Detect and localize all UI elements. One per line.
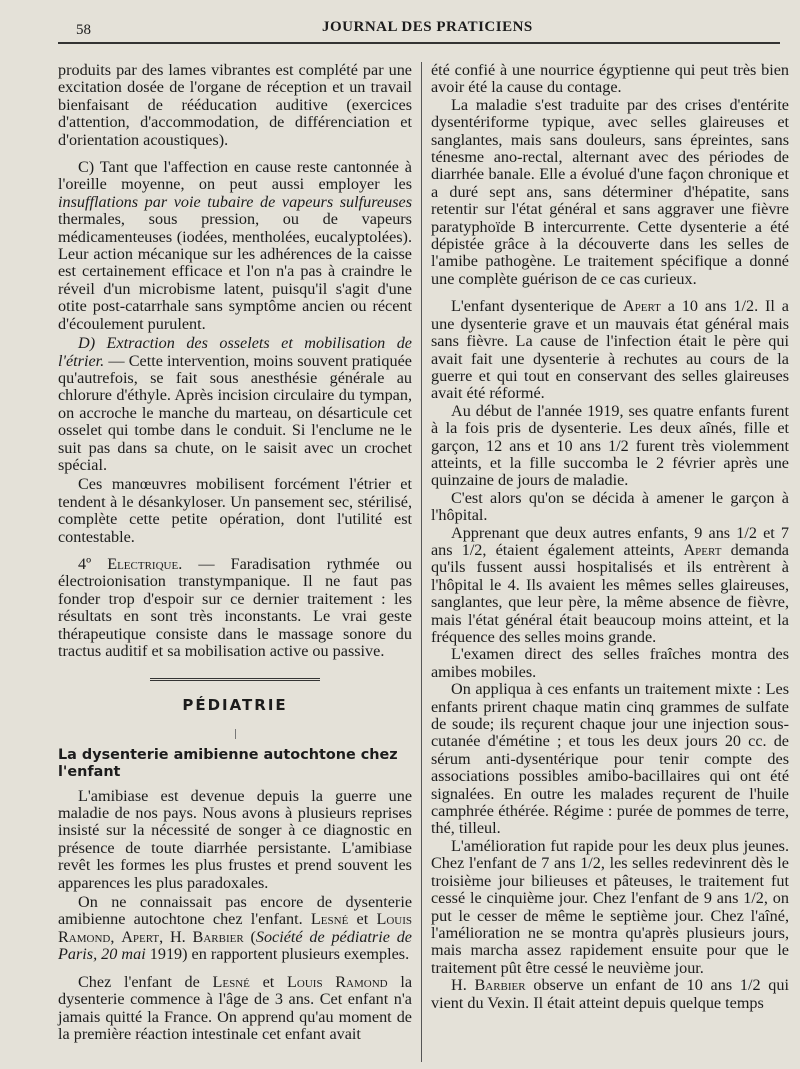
paragraph	[58, 894, 412, 964]
right-column	[431, 62, 789, 1012]
paragraph: L'amibiase est devenue depuis la guerre une maladie de nos pays. Nous avons à plusieurs reprises insisté sur la nécessité de songer à ce diagnostic en présence de toute diarrhée persistante. L'amibiase revêt les formes les plus frustes et prend souvent les apparences les plus paradoxales.	[58, 786, 412, 892]
section-divider-tick	[235, 729, 236, 739]
page-header	[0, 0, 800, 46]
text-run: demanda qu'ils fussent aussi hospitalisés et ils entrèrent à l'hôpital le 4. Ils avaient les mêmes selles glaireuses, sanglantes, que leur père, la même absence de fièvre, mais l'état général était beaucoup moins atteint, et la fréquence des selles moins grande.	[431, 540, 789, 646]
text-run: ,	[110, 927, 122, 946]
text-run: thermales, sous pression, ou de vapeurs médicamenteuses (iodées, mentholées, eucalyptolées). Leur action mécanique sur les adhérences de la caisse est certainement efficace et l'on n'a pas à craindre le réveil d'un microbisme latent, puisqu'il s'agit d'une otite post-catarrhale sans symptôme ancien ou récent d'écoulement purulent.	[58, 210, 412, 333]
column-divider	[421, 62, 422, 1062]
paragraph	[58, 335, 412, 474]
paragraph: La maladie s'est traduite par des crises d'entérite dysentériforme typique, avec selles glaireuses et sanglantes, mais sans douleurs, sans épreintes, sans ténesme ano-rectal, alternant avec des périodes de diarrhée banale. Elle a évolué d'une façon chronique et a duré sept ans, sans déterminer d'hépatite, sans retentir sur l'état général et sans aggraver une fièvre paratyphoïde B intercurrente. Cette dysenterie a été dépistée grâce à la découverte dans les selles de l'amibe pathogène. Le traitement spécifique a donné une complète guérison de ce cas curieux.	[431, 95, 789, 288]
text-run: , H.	[159, 927, 193, 946]
author-name: Louis Ramond	[287, 972, 388, 991]
text-run: 4º	[78, 554, 108, 573]
paragraph	[431, 525, 789, 647]
text-run: 1919) en rapportent plusieurs exemples.	[145, 945, 410, 964]
author-name: Apert	[683, 540, 722, 559]
italic-text: insufflations par voie tubaire de vapeurs sulfureuses	[58, 192, 412, 211]
journal-title: JOURNAL DES PRATICIENS	[322, 19, 533, 35]
text-run: (	[243, 927, 256, 946]
text-run: C) Tant que l'affection en cause reste cantonnée à l'oreille moyenne, on peut aussi employer les	[58, 158, 412, 194]
text-run: la dysenterie commence à l'âge de 3 ans. Cet enfant n'a jamais quitté la France. On apprend qu'au moment de la première réaction intestinale cet enfant avait	[58, 972, 413, 1043]
paragraph: produits par des lames vibrantes est complété par une excitation dosée de l'organe de réception et un travail bienfaisant de rééducation auditive (exercices d'attention, d'accommodation, de différenciation et d'orientation acoustiques).	[58, 61, 412, 149]
citation: Société de pédiatrie de Paris, 20 mai	[58, 927, 412, 964]
paragraph	[58, 159, 412, 333]
paragraph: On appliqua à ces enfants un traitement mixte : Les enfants prirent chaque matin cinq grammes de sulfate de soude; ils reçurent chaque jour une injection sous-cutanée d'émétine ; et tous les deux jours 20 cc. de sérum anti-dysentérique pour tenir compte des associations possibles amibo-bacillaires qui ont été signalées. En outre les malades reçurent de l'huile camphrée éthérée. Régime : purée de pommes de terre, thé, tilleul.	[431, 680, 789, 838]
italic-heading: D) Extraction des osselets et mobilisation de l'étrier.	[58, 334, 412, 370]
author-name: Apert	[622, 297, 661, 316]
paragraph	[431, 298, 789, 402]
page-number: 58	[76, 22, 91, 38]
author-name: Lesné	[310, 910, 349, 929]
text-run: observe un enfant de 10 ans 1/2 qui vient du Vexin. Il était atteint depuis quelque temps	[431, 976, 789, 1012]
author-name: Louis Ramond	[58, 910, 412, 946]
small-caps-heading: Electrique	[107, 554, 179, 573]
paragraph: L'examen direct des selles fraîches montra des amibes mobiles.	[431, 645, 789, 681]
text-run: H.	[451, 976, 475, 995]
paragraph: C'est alors qu'on se décida à amener le garçon à l'hôpital.	[431, 488, 789, 525]
text-run: On ne connaissait pas encore de dysenterie amibienne autochtone chez l'enfant.	[58, 893, 412, 929]
author-name: Barbier	[192, 927, 244, 946]
author-name: Barbier	[474, 976, 526, 995]
paragraph	[431, 977, 789, 1012]
text-run: — Cette intervention, moins souvent pratiquée qu'autrefois, se fait sous anesthésie générale au chlorure d'éthyle. Après incision circulaire du tympan, on accroche le manche du marteau, on désarticule cet osselet qui tombe dans le conduit. Si l'enclume ne le suit pas dans sa chute, on le saisit avec un crochet spécial.	[58, 351, 412, 474]
text-run: et	[249, 972, 287, 991]
paragraph	[58, 974, 412, 1044]
paragraph: été confié à une nourrice égyptienne qui peut très bien avoir été la cause du contage.	[431, 61, 789, 97]
left-column	[58, 62, 412, 1043]
paragraph: Ces manœuvres mobilisent forcément l'étrier et tendent à le désankyloser. Un pansement sec, stérilisé, complète cette petite opération, dont l'utilité est contestable.	[58, 475, 412, 546]
section-rule	[150, 678, 320, 681]
text-run: L'enfant dysenterique de	[451, 297, 623, 316]
section-title: PÉDIATRIE	[182, 696, 288, 715]
author-name: Lesné	[212, 972, 250, 991]
text-run: et	[348, 910, 377, 929]
paragraph: Au début de l'année 1919, ses quatre enfants furent à la fois pris de dysenterie. Les deux aînés, fille et garçon, 12 ans et 10 ans 1/2 furent très violemment atteints, et la fille succomba le 2 février après une quinzaine de jours de maladie.	[431, 401, 789, 490]
text-run: . — Faradisation rythmée ou électroionisation transtympanique. Il ne faut pas fonder trop d'espoir sur ce dernier traitement : les résultats en sont très inconstants. Le vrai geste thérapeutique consiste dans le massage sonore du tractus auditif et sa mobilisation active ou passive.	[58, 554, 412, 660]
header-rule	[58, 42, 780, 44]
text-run: Chez l'enfant de	[78, 972, 213, 991]
text-run: a 10 ans 1/2. Il a une dysenterie grave et un mauvais état général mais sans fièvre. La cause de l'infection était le père qui avait fait une dysenterie à rechutes au cours de la guerre et qui tout en conservant des selles glaireuses avait été réformé.	[431, 297, 789, 403]
paragraph: L'amélioration fut rapide pour les deux plus jeunes. Chez l'enfant de 7 ans 1/2, les selles redevinrent dès le troisième jour bilieuses et pâteuses, le traitement fut cessé le cinquième jour. Chez l'enfant de 9 ans 1/2, on put le cesser de même le septième jour. Chez l'aîné, l'amélioration ne se montra qu'après plusieurs jours, mais marcha assez rapidement ensuite pour que le traitement pût être cessé le neuvième jour.	[431, 836, 789, 977]
paragraph	[58, 556, 412, 660]
author-name: Apert	[121, 927, 160, 946]
text-run: Apprenant que deux autres enfants, 9 ans 1/2 et 7 ans 1/2, étaient également atteints,	[431, 523, 789, 559]
article-title: La dysenterie amibienne autochtone chez l'enfant	[58, 746, 398, 781]
